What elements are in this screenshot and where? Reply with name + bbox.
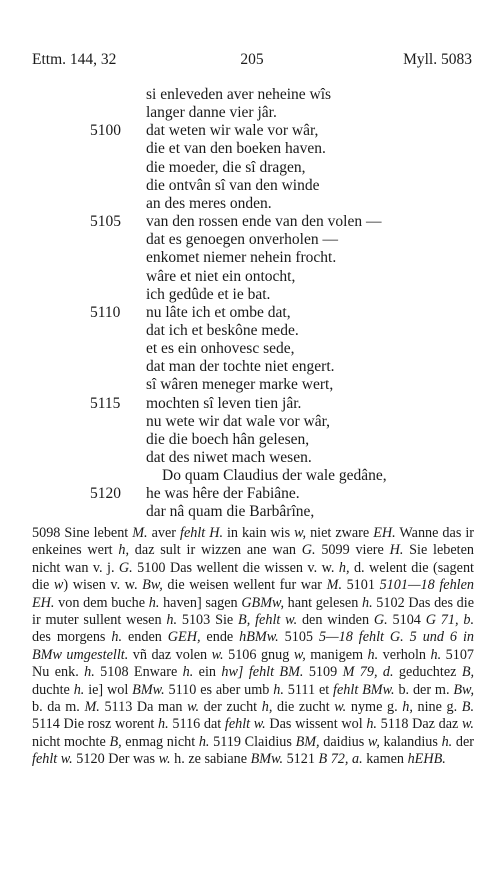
verse-line [0, 449, 504, 467]
siglum: h. [367, 646, 379, 663]
siglum: w, [367, 733, 380, 750]
verse-line [0, 268, 504, 286]
siglum: h. [84, 664, 95, 681]
siglum: h. [273, 681, 284, 698]
note-text: b. da m. [32, 699, 85, 716]
note-text: 5119 Claidius [209, 733, 296, 750]
siglum: w [53, 577, 64, 594]
note-text: 5120 Der was [72, 751, 159, 768]
verse-text: Do quam Claudius der wale gedâne, [162, 467, 387, 485]
verse-line [0, 104, 504, 122]
note-text: vñ daz volen [128, 646, 212, 663]
line-number: 5120 [90, 485, 121, 503]
verse-text: wâre et niet ein ontocht, [146, 267, 296, 285]
verse-line [0, 395, 504, 413]
note-text: 5102 Das des die ir muter sullent wesen [32, 594, 474, 629]
note-text: den winden [297, 612, 374, 629]
note-text: niet zware [306, 525, 374, 541]
note-text: manigem [305, 646, 368, 663]
siglum: M. [132, 525, 148, 541]
line-number: 5110 [90, 303, 121, 321]
verse-line [0, 140, 504, 158]
note-text: nicht mochte [32, 733, 110, 750]
note-text: Das wissent wol [265, 716, 367, 733]
siglum: h. [111, 629, 123, 646]
note-text: 5101 [342, 577, 380, 594]
siglum: BMw. [250, 751, 284, 768]
note-text: 5105 [278, 629, 319, 646]
note-text: h. ze sabiane [170, 751, 251, 768]
verse-text: he was hêre der Fabiâne. [146, 485, 300, 503]
verse-line [0, 286, 504, 304]
verse-line [0, 249, 504, 267]
note-text: enmag nicht [121, 733, 199, 750]
note-text: 5118 Daz daz [376, 716, 463, 733]
siglum: 5101—18 fehlen EH. [32, 577, 474, 611]
verse-text: die et van den boeken haven. [146, 140, 326, 158]
note-text: in kain wis [223, 525, 295, 541]
siglum: h. [430, 646, 442, 663]
siglum: EH. [373, 525, 396, 541]
verse-line [0, 304, 504, 322]
page-number: 205 [240, 51, 264, 68]
verse-text: die moeder, die sî dragen, [146, 158, 306, 176]
note-text: 5113 Da man [99, 699, 188, 716]
siglum: B, [461, 664, 475, 681]
note-text: enden [122, 629, 168, 646]
line-number: 5100 [90, 122, 121, 140]
note-text: daz sult ir wizzen ane wan [129, 542, 302, 559]
note-text: die weisen wellent fur war [162, 577, 327, 594]
verse-line [0, 376, 504, 394]
note-text: ie] wol [84, 681, 133, 698]
siglum: h. [366, 716, 377, 733]
note-text: geduchtez [393, 664, 462, 681]
siglum: h, [118, 542, 130, 559]
siglum: w. [158, 751, 171, 768]
siglum: fehlt H. [180, 525, 223, 541]
verse-text: et es ein onhovesc sede, [146, 340, 295, 358]
verse-text: dat des niwet mach wesen. [146, 449, 312, 466]
verse-text: ich gedûde et ie bat. [146, 285, 271, 303]
siglum: fehlt w. [32, 751, 73, 768]
note-text: von dem buche [54, 594, 149, 611]
line-number: 5105 [90, 213, 121, 231]
verse-text: langer danne vier jâr. [146, 104, 277, 122]
verse-text: dat weten wir wale vor wâr, [146, 122, 319, 140]
verse-line [0, 177, 504, 195]
siglum: fehlt BMw. [333, 681, 395, 698]
siglum: h. [166, 612, 178, 629]
siglum: w, [293, 646, 306, 663]
verse-text: an des meres onden. [146, 194, 272, 212]
verse-text: mochten sî leven tien jâr. [146, 394, 302, 412]
note-text: 5098 Sine lebent [32, 525, 133, 541]
siglum: fehlt BM. [248, 664, 304, 681]
note-text: 5110 es aber umb [164, 681, 274, 698]
note-text: der zucht [199, 699, 262, 716]
note-text: 5107 Nu enk. [32, 646, 474, 681]
verse-text: dar nâ quam die Barbârîne, [146, 503, 315, 521]
note-text: 5099 viere [315, 542, 390, 559]
note-text: b. der m. [394, 681, 454, 698]
verse-text: die ontvân sî van den winde [146, 176, 320, 194]
siglum: hEHB. [407, 751, 446, 768]
header-right: Myll. 5083 [403, 51, 472, 68]
siglum: w. [334, 699, 347, 716]
note-text: d. welent die (sagent die [32, 559, 474, 594]
siglum: G 71, b. [425, 612, 475, 629]
note-text: der [452, 733, 474, 750]
note-text: kamen [362, 751, 408, 768]
verse-line [0, 340, 504, 358]
siglum: hw] [221, 664, 244, 681]
verse-text: van den rossen ende van den volen — [146, 213, 382, 231]
note-text: 5108 Enware [94, 664, 183, 681]
siglum: Bw, [453, 681, 474, 698]
note-text: verholn [378, 646, 431, 663]
note-text: ein [193, 664, 222, 681]
running-header [0, 51, 504, 71]
siglum: w. [462, 716, 474, 733]
note-text: duchte [32, 681, 74, 698]
siglum: fehlt w. [224, 716, 266, 733]
verse-text: dat ich et beskône mede. [146, 321, 299, 339]
siglum: B. [461, 699, 474, 716]
verse-line [0, 86, 504, 104]
siglum: h. [182, 664, 194, 681]
critical-apparatus [32, 525, 474, 769]
siglum: w, [294, 525, 307, 541]
note-text: 5121 [283, 751, 319, 768]
siglum: 5—18 fehlt G. 5 und 6 in BMw umgestellt. [32, 629, 474, 663]
note-text: nine g. [412, 699, 462, 716]
siglum: w. [211, 646, 224, 663]
siglum: h, [261, 699, 273, 716]
verse-text: dat man der tochte niet engert. [146, 358, 335, 376]
siglum: h. [441, 733, 453, 750]
siglum: h, [338, 559, 350, 576]
note-text: 5114 Die rosz worent [32, 716, 159, 733]
siglum: w. [187, 699, 200, 716]
note-text: 5111 et [283, 681, 334, 698]
header-left: Ettm. 144, 32 [32, 51, 117, 68]
siglum: G. [373, 612, 388, 629]
verse-line [0, 485, 504, 503]
siglum: BM, [295, 733, 320, 750]
siglum: M 79, d. [342, 664, 394, 681]
siglum: M. [326, 577, 342, 594]
verse-text: si enleveden aver neheine wîs [146, 86, 332, 103]
siglum: GEH, [167, 629, 201, 646]
note-text: 5109 [303, 664, 343, 681]
note-text: aver [147, 525, 180, 541]
siglum: h. [158, 716, 169, 733]
siglum: B, [238, 612, 251, 629]
note-text: daidius [319, 733, 368, 750]
note-text: 5100 Das wellent die wissen v. w. [132, 559, 339, 576]
verse-text: die die boech hân gelesen, [146, 430, 310, 448]
verse-text: nu lâte ich et ombe dat, [146, 303, 291, 321]
note-text: kalandius [379, 733, 442, 750]
siglum: h. [73, 681, 85, 698]
note-text: nyme g. [346, 699, 403, 716]
note-text: Sie lebeten nicht wan v. j. [32, 542, 474, 576]
verse-line [0, 358, 504, 376]
siglum: B, [109, 733, 122, 750]
verse-text: dat es genoegen onverholen — [146, 231, 338, 249]
note-text: 5104 [387, 612, 426, 629]
note-text: ) wisen v. w. [63, 577, 143, 594]
note-text: hant gelesen [284, 594, 362, 611]
note-text: haven] sagen [159, 594, 242, 611]
line-number: 5115 [90, 394, 121, 412]
verse-line [0, 503, 504, 521]
siglum: GBMw, [241, 594, 284, 611]
siglum: fehlt w. [255, 612, 298, 629]
verse-line [0, 159, 504, 177]
note-text: ende [200, 629, 240, 646]
note-text: 5116 dat [168, 716, 225, 733]
note-text: des morgens [32, 629, 112, 646]
verse-line [0, 231, 504, 249]
siglum: h. [361, 594, 373, 611]
note-text: 5103 Sie [177, 612, 239, 629]
verse-line [0, 213, 504, 231]
note-text: 5106 gnug [223, 646, 294, 663]
verse-text: enkomet niemer nehein frocht. [146, 249, 337, 267]
note-text: Wanne das ir enkeines wert [32, 525, 474, 559]
siglum: h, [402, 699, 413, 716]
siglum: BMw. [132, 681, 165, 698]
verse-text: sî wâren meneger marke wert, [146, 376, 334, 394]
apparatus-paragraph [32, 525, 474, 769]
siglum: B 72, a. [318, 751, 363, 768]
siglum: M. [84, 699, 100, 716]
verse-line [0, 195, 504, 213]
verse-line [0, 467, 504, 485]
siglum: G. [301, 542, 316, 559]
verse-line [0, 413, 504, 431]
verse-text: nu wete wir dat wale vor wâr, [146, 412, 331, 430]
siglum: H. [389, 542, 404, 559]
verse-line [0, 322, 504, 340]
siglum: Bw, [142, 577, 163, 594]
siglum: hBMw. [239, 629, 279, 646]
verse-line [0, 122, 504, 140]
verse-line [0, 431, 504, 449]
note-text: die zucht [272, 699, 335, 716]
siglum: h. [198, 733, 210, 750]
siglum: G. [118, 559, 133, 576]
siglum: h. [148, 594, 160, 611]
